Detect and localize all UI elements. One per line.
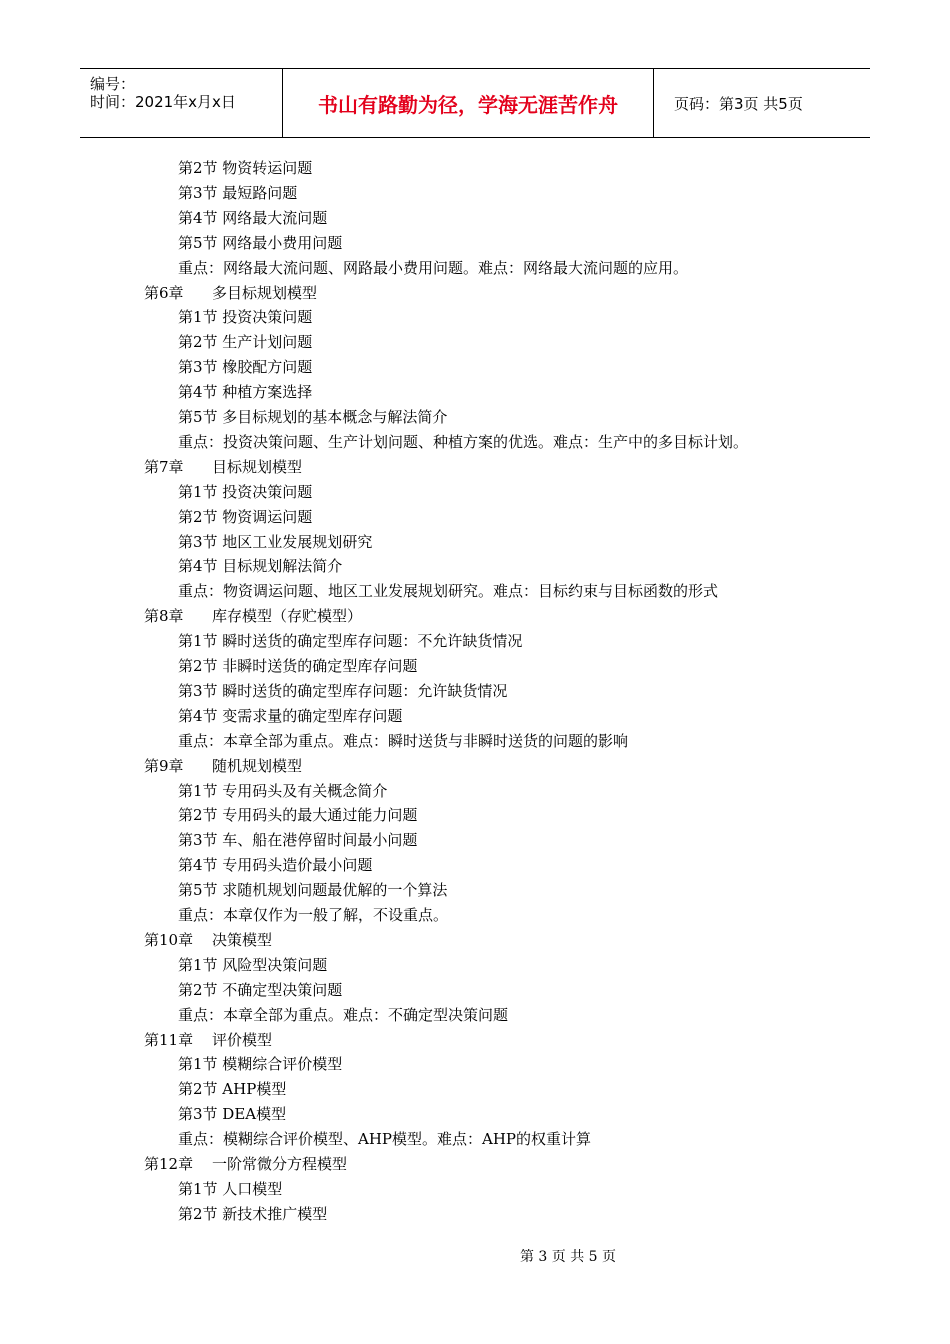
section-item: 第1节 模糊综合评价模型 — [178, 1055, 343, 1074]
document-time-label: 时间：2021年x月x日 — [90, 93, 236, 111]
header-motto: 书山有路勤为径，学海无涯苦作舟 — [282, 69, 654, 137]
header-page-info — [664, 69, 870, 137]
section-item: 第4节 目标规划解法简介 — [178, 557, 343, 576]
chapter-heading — [144, 1030, 272, 1050]
section-item: 第2节 物资转运问题 — [178, 159, 313, 177]
section-item: 第2节 专用码头的最大通过能力问题 — [178, 806, 418, 825]
chapter-heading — [144, 756, 302, 776]
document-number-label: 编号： — [90, 75, 136, 93]
section-item: 第4节 网络最大流问题 — [178, 208, 328, 227]
chapter-heading — [144, 283, 317, 303]
chapter-title: 随机规划模型 — [212, 756, 303, 775]
document-header — [80, 68, 870, 138]
chapter-number: 第11章 — [144, 1030, 194, 1049]
key-points-line: 重点：网络最大流问题、网路最小费用问题。难点：网络最大流问题的应用。 — [178, 258, 689, 277]
section-item: 第5节 网络最小费用问题 — [178, 233, 343, 252]
chapter-number: 第6章 — [144, 283, 184, 302]
section-item: 第3节 橡胶配方问题 — [178, 358, 313, 377]
section-item: 第2节 物资调运问题 — [178, 507, 313, 526]
chapter-title: 库存模型（存贮模型） — [212, 607, 363, 626]
header-meta — [80, 69, 282, 137]
chapter-heading — [144, 606, 362, 626]
chapter-number: 第10章 — [144, 930, 194, 949]
section-item: 第1节 投资决策问题 — [178, 308, 313, 327]
section-item: 第1节 投资决策问题 — [178, 482, 313, 501]
section-item: 第4节 种植方案选择 — [178, 383, 313, 402]
key-points-line: 重点：模糊综合评价模型、AHP模型。难点：AHP的权重计算 — [178, 1130, 592, 1149]
section-item: 第3节 地区工业发展规划研究 — [178, 532, 373, 551]
key-points-line: 重点：本章全部为重点。难点：瞬时送货与非瞬时送货的问题的影响 — [178, 731, 629, 750]
section-item: 第5节 求随机规划问题最优解的一个算法 — [178, 881, 448, 900]
section-item: 第1节 专用码头及有关概念简介 — [178, 781, 388, 800]
chapter-heading — [144, 930, 272, 950]
section-item: 第1节 人口模型 — [178, 1179, 283, 1198]
page-footer: 第 3 页 共 5 页 — [519, 1249, 617, 1265]
section-item: 第2节 不确定型决策问题 — [178, 980, 343, 999]
chapter-title: 决策模型 — [212, 930, 273, 949]
section-item: 第1节 风险型决策问题 — [178, 955, 328, 974]
chapter-heading — [144, 457, 302, 477]
chapter-title: 评价模型 — [212, 1030, 273, 1049]
section-item: 第2节 AHP模型 — [178, 1080, 287, 1099]
section-item: 第1节 瞬时送货的确定型库存问题：不允许缺货情况 — [178, 632, 523, 651]
section-item: 第2节 新技术推广模型 — [178, 1204, 328, 1223]
key-points-line: 重点：本章全部为重点。难点：不确定型决策问题 — [178, 1005, 509, 1024]
section-item: 第4节 专用码头造价最小问题 — [178, 856, 373, 875]
page-info-text: 页码：第3页 共5页 — [674, 94, 803, 113]
key-points-line: 重点：物资调运问题、地区工业发展规划研究。难点：目标约束与目标函数的形式 — [178, 582, 719, 601]
chapter-title: 一阶常微分方程模型 — [212, 1155, 348, 1173]
key-points-line: 重点：投资决策问题、生产计划问题、种植方案的优选。难点：生产中的多目标计划。 — [178, 432, 749, 451]
chapter-heading — [144, 1154, 347, 1174]
chapter-number: 第12章 — [144, 1155, 194, 1173]
chapter-title: 多目标规划模型 — [212, 283, 318, 302]
key-points-line: 重点：本章仅作为一般了解，不设重点。 — [178, 906, 449, 924]
section-item: 第4节 变需求量的确定型库存问题 — [178, 706, 403, 725]
section-item: 第3节 瞬时送货的确定型库存问题：允许缺货情况 — [178, 681, 508, 700]
chapter-number: 第9章 — [144, 756, 184, 775]
section-item: 第2节 非瞬时送货的确定型库存问题 — [178, 657, 418, 675]
section-item: 第5节 多目标规划的基本概念与解法简介 — [178, 408, 448, 426]
chapter-title: 目标规划模型 — [212, 457, 303, 476]
section-item: 第3节 最短路问题 — [178, 183, 298, 202]
section-item: 第3节 车、船在港停留时间最小问题 — [178, 831, 418, 850]
section-item: 第2节 生产计划问题 — [178, 333, 313, 352]
chapter-number: 第7章 — [144, 457, 184, 476]
chapter-number: 第8章 — [144, 607, 184, 626]
section-item: 第3节 DEA模型 — [178, 1105, 287, 1124]
